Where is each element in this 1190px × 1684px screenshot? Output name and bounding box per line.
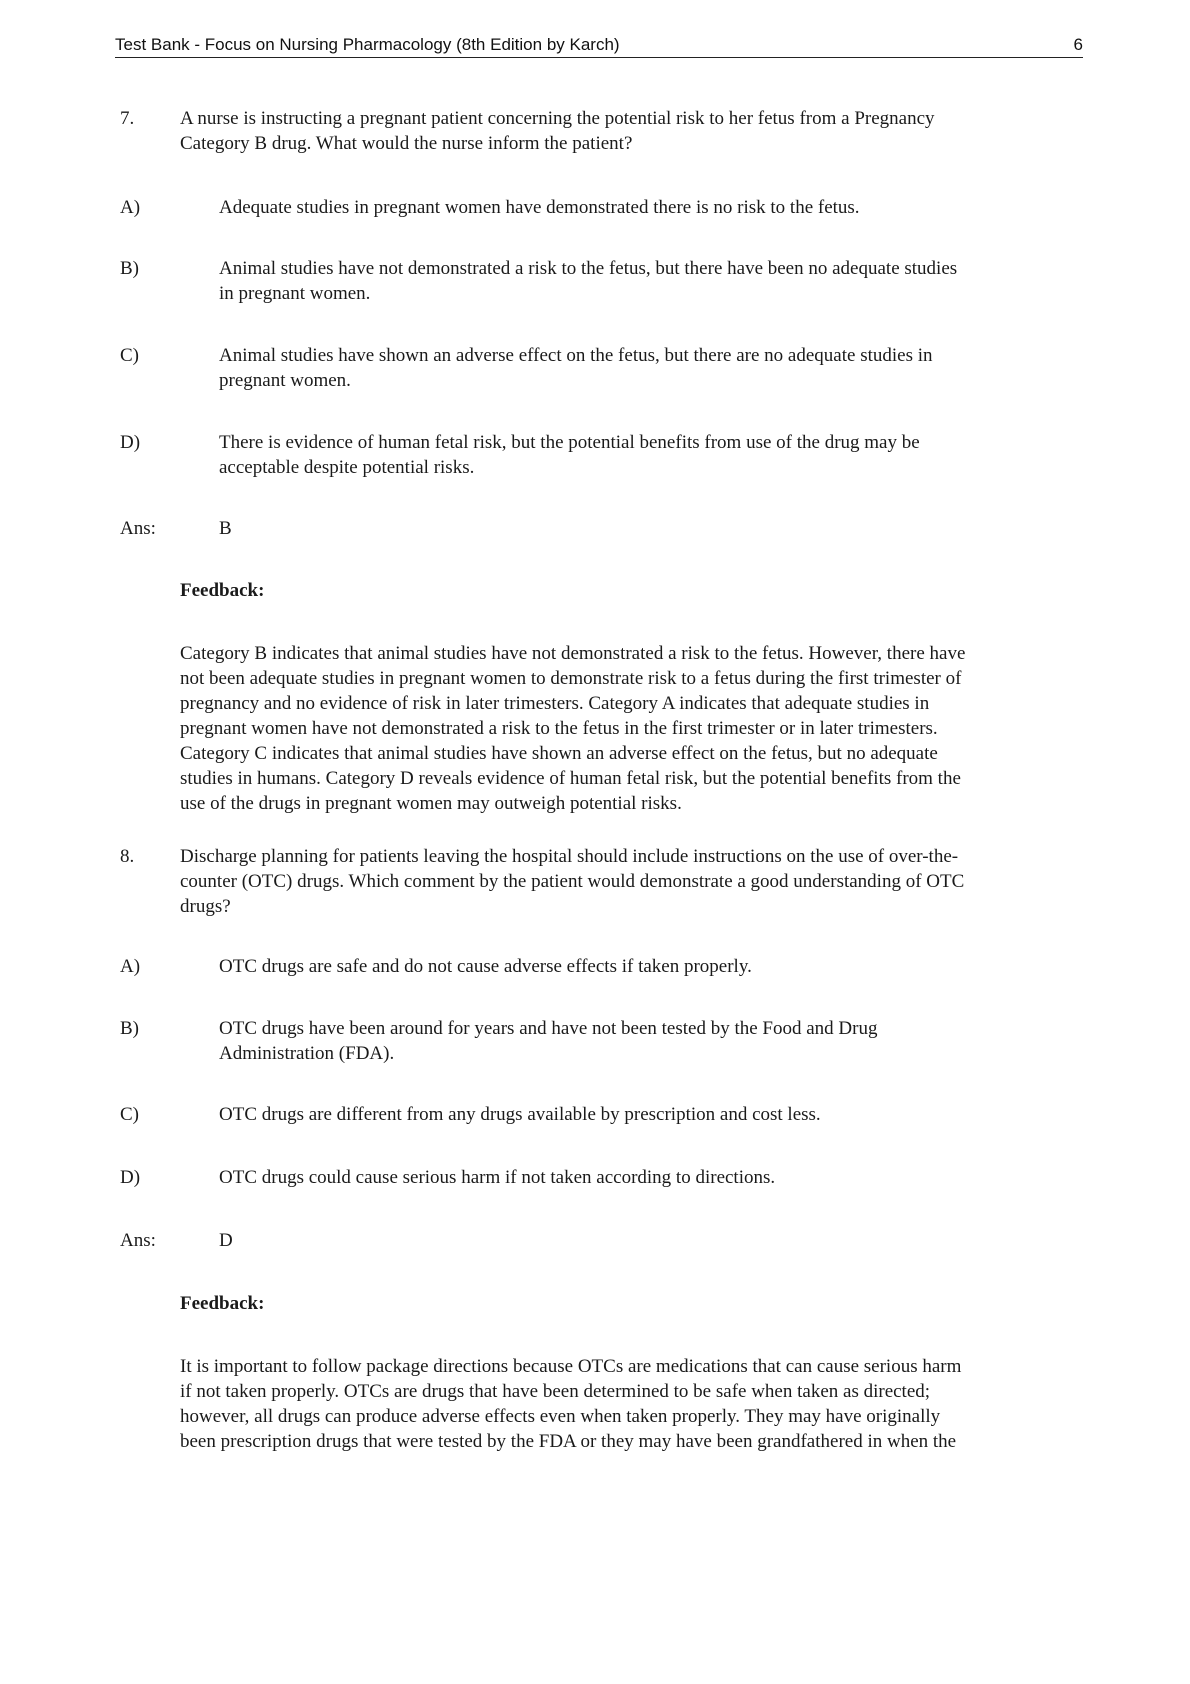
question-text: [180, 844, 1080, 919]
question-number: 8.: [120, 846, 135, 867]
option-letter: D): [120, 1167, 141, 1188]
feedback-label: Feedback:: [180, 1293, 265, 1314]
question-line: A nurse is instructing a pregnant patient concerning the potential risk to her fetus from a Pregnancy: [180, 108, 935, 129]
header-title: Test Bank - Focus on Nursing Pharmacology (8th Edition by Karch): [115, 35, 620, 54]
option-line: pregnant women.: [219, 370, 351, 391]
feedback-line: however, all drugs can produce adverse effects even when taken properly. They may have originally: [180, 1406, 941, 1427]
option-line: Animal studies have shown an adverse effect on the fetus, but there are no adequate studies in: [219, 345, 933, 366]
option-letter: B): [120, 258, 139, 279]
option-line: There is evidence of human fetal risk, but the potential benefits from use of the drug may be: [219, 432, 920, 453]
option-text: [219, 430, 1081, 480]
option-line: Animal studies have not demonstrated a risk to the fetus, but there have been no adequate studies: [219, 258, 958, 279]
option-text: [219, 195, 1081, 220]
answer-label: Ans:: [120, 518, 156, 539]
option-letter: A): [120, 956, 141, 977]
feedback-line: not been adequate studies in pregnant women to demonstrate risk to a fetus during the first trimester of: [180, 668, 962, 689]
feedback-line: studies in humans. Category D reveals evidence of human fetal risk, but the potential benefits from the: [180, 768, 961, 789]
option-text: [219, 256, 1081, 306]
question-line: Discharge planning for patients leaving the hospital should include instructions on the use of over-the-: [180, 846, 959, 867]
option-line: Adequate studies in pregnant women have demonstrated there is no risk to the fetus.: [219, 197, 860, 218]
option-letter: D): [120, 432, 141, 453]
feedback-line: pregnant women have not demonstrated a risk to the fetus in the first trimester or in later trimesters.: [180, 718, 938, 739]
feedback-line: if not taken properly. OTCs are drugs that have been determined to be safe when taken as directed;: [180, 1381, 931, 1402]
feedback-label: Feedback:: [180, 580, 265, 601]
option-text: [219, 1102, 1081, 1127]
option-line: acceptable despite potential risks.: [219, 457, 475, 478]
page-header: [115, 34, 1083, 58]
feedback-line: It is important to follow package directions because OTCs are medications that can cause serious harm: [180, 1356, 962, 1377]
feedback-line: pregnancy and no evidence of risk in later trimesters. Category A indicates that adequate studies in: [180, 693, 930, 714]
option-line: OTC drugs could cause serious harm if not taken according to directions.: [219, 1167, 776, 1188]
option-line: OTC drugs are safe and do not cause adverse effects if taken properly.: [219, 956, 752, 977]
question-line: counter (OTC) drugs. Which comment by the patient would demonstrate a good understanding of OTC: [180, 871, 965, 892]
answer-label: Ans:: [120, 1230, 156, 1251]
option-line: Administration (FDA).: [219, 1043, 395, 1064]
feedback-line: use of the drugs in pregnant women may outweigh potential risks.: [180, 793, 682, 814]
option-line: OTC drugs are different from any drugs available by prescription and cost less.: [219, 1104, 821, 1125]
feedback-text: [180, 1354, 1085, 1454]
question-line: drugs?: [180, 896, 231, 917]
feedback-text: [180, 641, 1085, 816]
option-text: [219, 954, 1081, 979]
question-number: 7.: [120, 108, 135, 129]
feedback-line: Category B indicates that animal studies have not demonstrated a risk to the fetus. However, there have: [180, 643, 966, 664]
question-text: [180, 106, 1080, 156]
option-line: OTC drugs have been around for years and have not been tested by the Food and Drug: [219, 1018, 878, 1039]
option-text: [219, 1016, 1081, 1066]
option-letter: C): [120, 1104, 139, 1125]
page-number: 6: [1073, 35, 1083, 54]
option-letter: B): [120, 1018, 139, 1039]
question-line: Category B drug. What would the nurse inform the patient?: [180, 133, 633, 154]
option-line: in pregnant women.: [219, 283, 371, 304]
feedback-line: been prescription drugs that were tested by the FDA or they may have been grandfathered in when the: [180, 1431, 957, 1452]
answer-value: D: [219, 1230, 233, 1251]
option-text: [219, 1165, 1081, 1190]
answer-value: B: [219, 518, 232, 539]
option-letter: A): [120, 197, 141, 218]
option-text: [219, 343, 1081, 393]
option-letter: C): [120, 345, 139, 366]
feedback-line: Category C indicates that animal studies have shown an adverse effect on the fetus, but no adequate: [180, 743, 938, 764]
